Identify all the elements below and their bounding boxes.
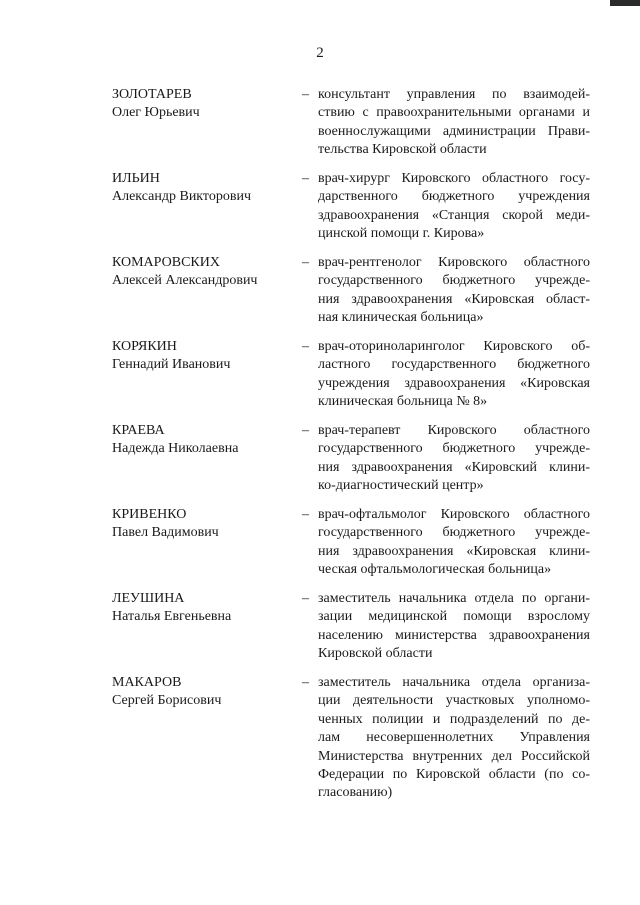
member-name [112, 338, 292, 375]
member-surname: ЛЕУШИНА [112, 591, 185, 606]
position-line: лам несовершеннолетних Управления [318, 730, 590, 746]
position-line: врач-офтальмолог Кировского областного [318, 507, 590, 522]
member-surname: МАКАРОВ [112, 675, 182, 690]
member-position [318, 338, 590, 412]
member-position [318, 254, 590, 328]
member-name [112, 422, 292, 459]
member-position [318, 506, 590, 580]
position-line: ния здравоохранения «Кировская клини- [318, 543, 590, 559]
member-given-names: Александр Викторович [112, 189, 252, 205]
position-line: врач-рентгенолог Кировского областного [318, 255, 590, 270]
position-line: зации медицинской помощи взрослому [318, 609, 590, 625]
member-given-names: Сергей Борисович [112, 693, 222, 709]
member-surname: КОМАРОВСКИХ [112, 255, 220, 270]
position-line: государственного бюджетного учрежде- [318, 525, 590, 541]
member-position [318, 170, 590, 244]
member-name [112, 506, 292, 543]
dash-separator: – [302, 507, 309, 522]
position-line: учреждения здравоохранения «Кировская [318, 375, 590, 391]
member-position [318, 674, 590, 803]
member-surname: КРАЕВА [112, 423, 165, 438]
position-line: ния здравоохранения «Кировский клини- [318, 459, 590, 475]
member-surname: ИЛЬИН [112, 171, 160, 186]
member-surname: ЗОЛОТАРЕВ [112, 87, 192, 102]
dash-separator: – [302, 675, 309, 690]
member-position [318, 422, 590, 496]
position-line: государственного бюджетного учрежде- [318, 441, 590, 457]
member-name [112, 170, 292, 207]
position-line: ции деятельности участковых уполномо- [318, 693, 590, 709]
position-line: Федерации по Кировской области (по со- [318, 766, 590, 782]
position-line: цинской помощи г. Кирова» [318, 226, 485, 242]
scan-edge-mark [610, 0, 640, 6]
position-line: Министерства внутренних дел Российской [318, 748, 590, 764]
dash-separator: – [302, 87, 309, 102]
position-line: ния здравоохранения «Кировская област- [318, 291, 590, 307]
position-line: тельства Кировской области [318, 142, 487, 158]
position-line: дарственного бюджетного учреждения [318, 189, 590, 205]
position-line: Кировской области [318, 646, 433, 662]
member-name [112, 254, 292, 291]
position-line: военнослужащими администрации Прави- [318, 123, 590, 139]
page-number: 2 [316, 45, 324, 61]
position-line: заместитель начальника отдела по органи- [318, 591, 590, 606]
member-given-names: Олег Юрьевич [112, 105, 200, 121]
position-line: ная клиническая больница» [318, 310, 484, 326]
dash-separator: – [302, 591, 309, 606]
position-line: заместитель начальника отдела организа- [318, 675, 590, 690]
dash-separator: – [302, 339, 309, 354]
position-line: гласованию) [318, 785, 393, 801]
member-position [318, 86, 590, 160]
member-name [112, 590, 292, 627]
position-line: врач-терапевт Кировского областного [318, 423, 590, 438]
member-surname: КОРЯКИН [112, 339, 177, 354]
dash-separator: – [302, 423, 309, 438]
member-given-names: Наталья Евгеньевна [112, 609, 232, 625]
member-given-names: Надежда Николаевна [112, 441, 239, 457]
position-line: врач-оториноларинголог Кировского об- [318, 339, 590, 354]
member-given-names: Павел Вадимович [112, 525, 219, 541]
position-line: ченных полиции и подразделений по де- [318, 711, 590, 727]
position-line: ческая офтальмологическая больница» [318, 562, 552, 578]
member-given-names: Геннадий Иванович [112, 357, 231, 373]
position-line: государственного бюджетного учрежде- [318, 273, 590, 289]
member-name [112, 674, 292, 711]
dash-separator: – [302, 171, 309, 186]
member-position [318, 590, 590, 664]
member-given-names: Алексей Александрович [112, 273, 258, 289]
position-line: ствию с правоохранительными органами и [318, 105, 590, 121]
member-surname: КРИВЕНКО [112, 507, 187, 522]
position-line: врач-хирург Кировского областного госу- [318, 171, 590, 186]
position-line: здравоохранения «Станция скорой меди- [318, 207, 590, 223]
dash-separator: – [302, 255, 309, 270]
position-line: клиническая больница № 8» [318, 394, 488, 410]
position-line: консультант управления по взаимодей- [318, 87, 590, 102]
position-line: ластного государственного бюджетного [318, 357, 590, 373]
member-name [112, 86, 292, 123]
position-line: ко-диагностический центр» [318, 478, 484, 494]
position-line: населению министерства здравоохранения [318, 627, 590, 643]
